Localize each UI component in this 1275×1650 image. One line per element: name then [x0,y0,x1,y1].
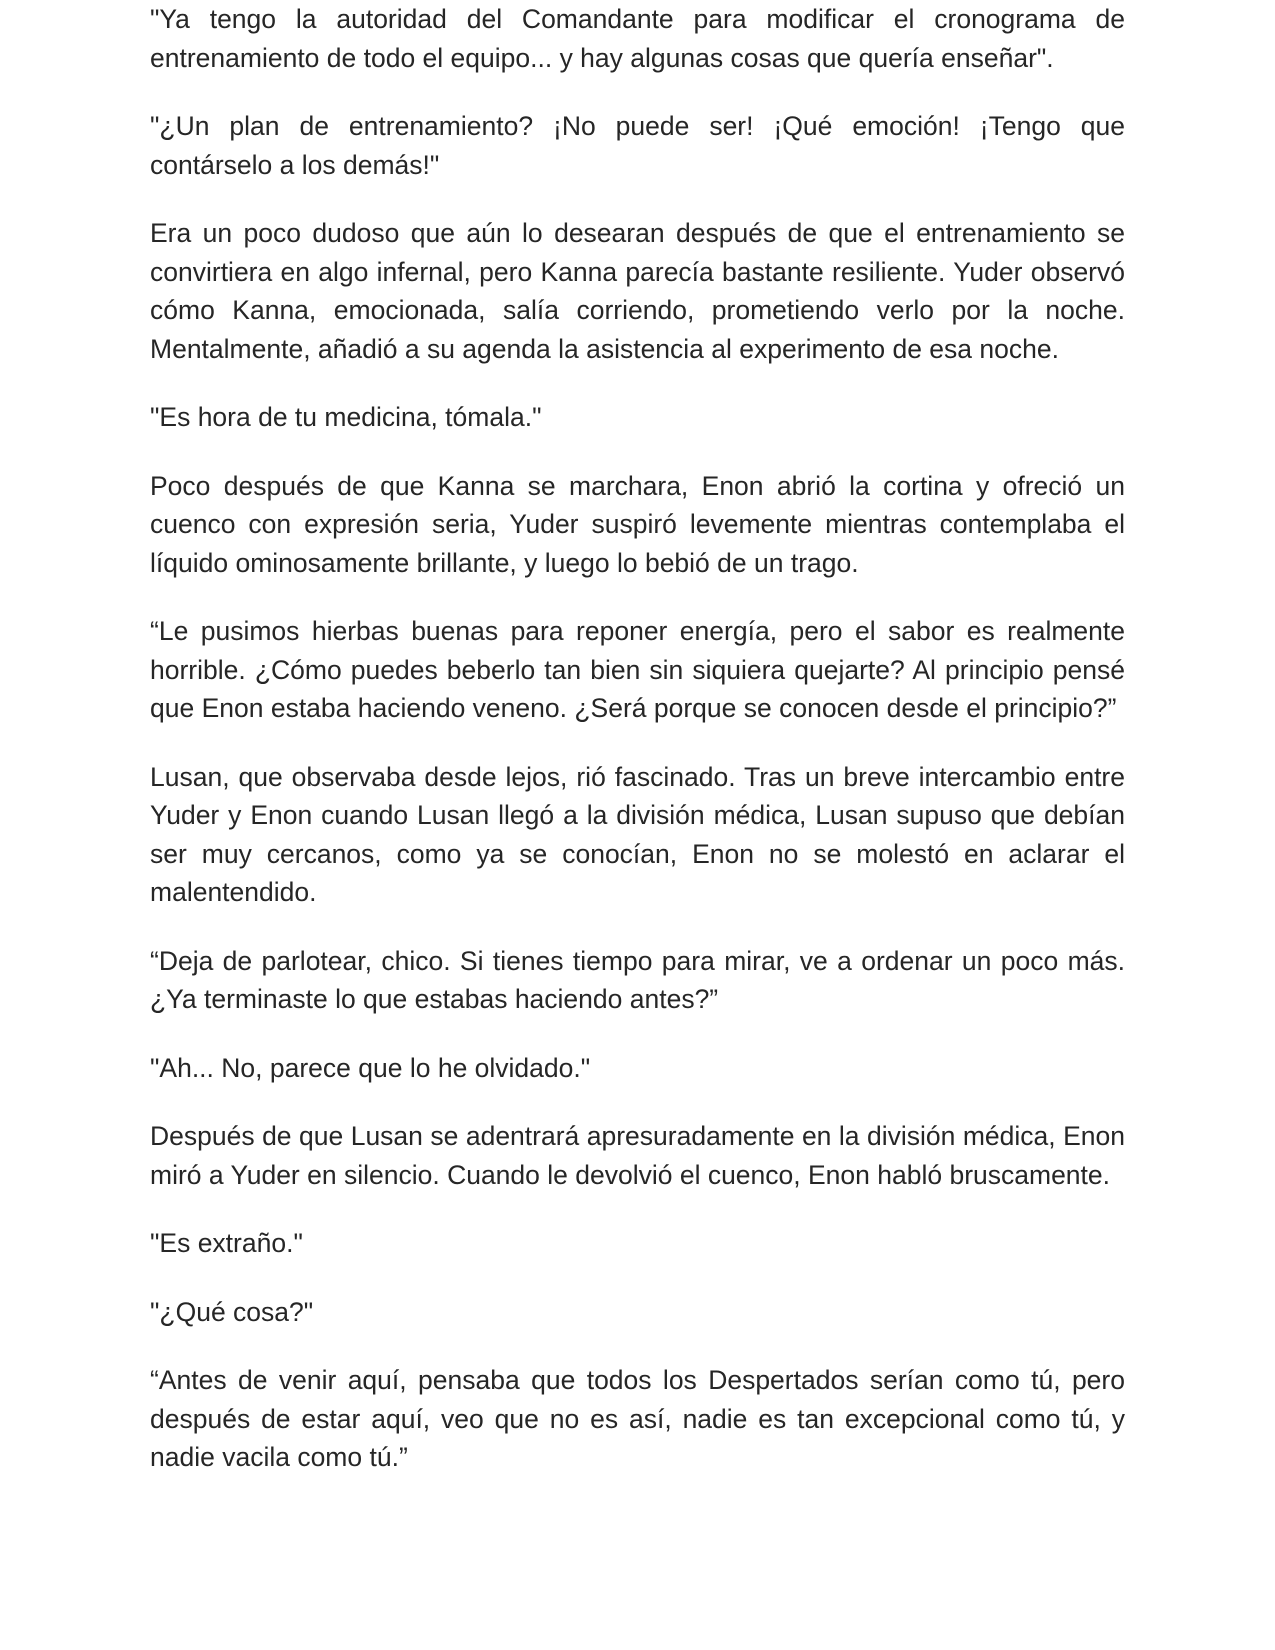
document-page [150,0,1125,1507]
paragraph: "Es hora de tu medicina, tómala." [150,402,542,432]
paragraph: "Es extraño." [150,1228,303,1258]
paragraph: "Ya tengo la autoridad del Comandante para modificar el cronograma de entrenamiento de todo el equipo... y hay algunas cosas que quería enseñar". [150,4,1125,73]
paragraph: “Deja de parlotear, chico. Si tienes tiempo para mirar, ve a ordenar un poco más. ¿Ya terminaste lo que estabas haciendo antes?” [150,945,1125,1014]
paragraph: Poco después de que Kanna se marchara, Enon abrió la cortina y ofreció un cuenco con expresión seria, Yuder suspiró levemente mientras contemplaba el líquido ominosamente brillante, y luego lo bebió de un trago. [150,470,1125,578]
paragraph: "¿Un plan de entrenamiento? ¡No puede ser! ¡Qué emoción! ¡Tengo que contárselo a los demás!" [150,111,1125,180]
paragraph: “Antes de venir aquí, pensaba que todos los Despertados serían como tú, pero después de estar aquí, veo que no es así, nadie es tan excepcional como tú, y nadie vacila como tú.” [150,1365,1125,1472]
paragraph: Lusan, que observaba desde lejos, rió fascinado. Tras un breve intercambio entre Yuder y Enon cuando Lusan llegó a la división médica, Lusan supuso que debían ser muy cercanos, como ya se conocían, Enon no se molestó en aclarar el malentendido. [150,761,1125,907]
paragraph: "Ah... No, parece que lo he olvidado." [150,1052,591,1083]
paragraph: “Le pusimos hierbas buenas para reponer energía, pero el sabor es realmente horrible. ¿Cómo puedes beberlo tan bien sin siquiera quejarte? Al principio pensé que Enon estaba haciendo veneno. ¿Será porque se conocen desde el principio?” [150,616,1125,723]
paragraph: "¿Qué cosa?" [150,1296,314,1327]
paragraph: Era un poco dudoso que aún lo desearan después de que el entrenamiento se convirtiera en algo infernal, pero Kanna parecía bastante resiliente. Yuder observó cómo Kanna, emocionada, salía corriendo, prometiendo verlo por la noche. Mentalmente, añadió a su agenda la asistencia al experimento de esa noche. [150,218,1125,364]
paragraph: Después de que Lusan se adentrará apresuradamente en la división médica, Enon miró a Yuder en silencio. Cuando le devolvió el cuenco, Enon habló bruscamente. [150,1121,1125,1190]
